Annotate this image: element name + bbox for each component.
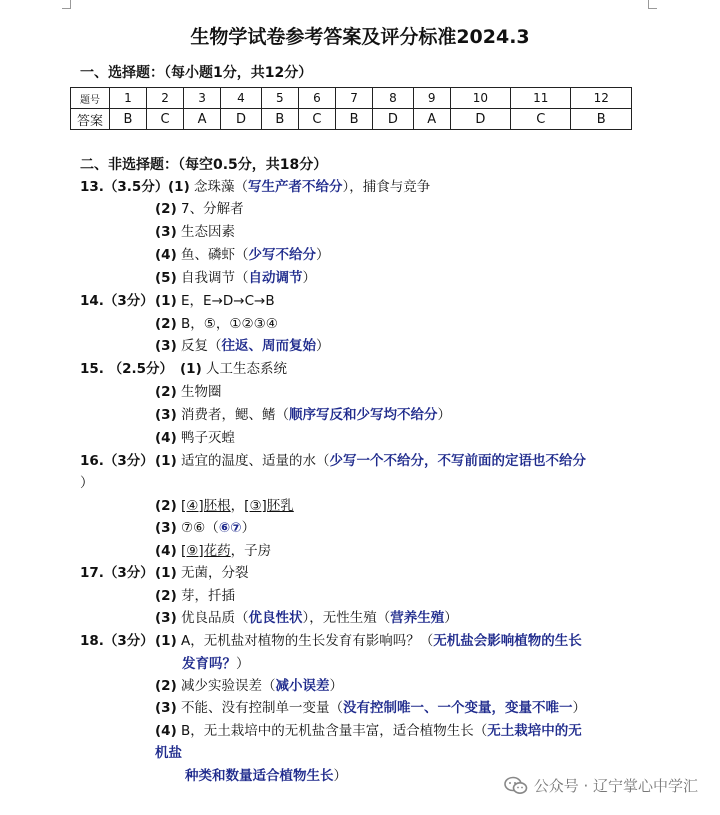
scoring-note: 没有控制唯一、一个变量，变量不唯一: [343, 700, 573, 716]
q17-line-2: [155, 587, 235, 605]
answer-text: ）: [329, 678, 344, 694]
question-number: 3: [184, 88, 221, 109]
q15-label: 15. （2.5分）: [80, 361, 174, 377]
question-number: 9: [413, 88, 450, 109]
answer-cell: A: [184, 109, 221, 130]
q16-line-1: [155, 452, 586, 470]
answer-text: [④]胚根: [181, 498, 231, 514]
watermark-text: 公众号 · 辽宁掌心中学汇: [533, 777, 698, 795]
answer-cell: B: [571, 109, 632, 130]
q15-line-1: [180, 360, 287, 378]
q14-line-2: [155, 315, 278, 333]
answer-cell: B: [336, 109, 373, 130]
section-2-heading: 二、非选择题：（每空0.5分，共18分）: [80, 157, 328, 173]
scoring-note: 种类和数量适合植物生长: [185, 768, 334, 784]
answer-text: ）: [236, 656, 250, 672]
q16-part-num: (1): [155, 453, 177, 469]
q17-line-1: [155, 564, 249, 582]
question-number: 10: [450, 88, 510, 109]
q18-line-1: [155, 632, 582, 650]
answer-text: 消费者，鳃、鳍（: [176, 407, 290, 423]
scoring-note: 无土栽培中的无: [487, 723, 582, 739]
scoring-note: 顺序写反和少写均不给分: [289, 407, 438, 423]
answer-text: ）: [572, 700, 587, 716]
scoring-note: 发育吗？: [182, 656, 236, 672]
answer-cell: D: [450, 109, 510, 130]
q16-line-1-tail: ）: [80, 475, 94, 491]
answer-text: A，无机盐对植物的生长发育有影响吗？（: [176, 633, 434, 649]
answer-text: ），无性生殖（: [302, 610, 391, 626]
wechat-icon: [504, 776, 528, 796]
q13-label: 13.（3.5分）: [80, 179, 169, 195]
question-number: 12: [571, 88, 632, 109]
scoring-note: 往返、周而复始: [221, 338, 317, 354]
answer-text: 适宜的温度、适量的水（: [176, 453, 330, 469]
scoring-note: 机盐: [155, 745, 182, 761]
answer-text: 自我调节（: [176, 270, 249, 286]
answer-text: ）: [333, 768, 347, 784]
q16-part-num: (4): [155, 543, 177, 559]
corner-mark-left: [62, 0, 71, 9]
scoring-note: 自动调节: [248, 270, 303, 286]
q18-part-num: (3): [155, 700, 177, 716]
q14-part-num: (1): [155, 293, 177, 309]
q14-label: 14.（3分）: [80, 293, 154, 309]
answer-cell: B: [110, 109, 147, 130]
q16-part-num: (3): [155, 520, 177, 536]
q18-line-4-cont: [155, 744, 182, 762]
answer-text: ）: [437, 407, 452, 423]
answer-text: ，子房: [230, 543, 272, 559]
answer-cell: A: [413, 109, 450, 130]
answer-text: 无菌，分裂: [176, 565, 249, 581]
answer-text: ）: [302, 270, 317, 286]
q13-part-num: (5): [155, 270, 177, 286]
question-number: 2: [146, 88, 183, 109]
scoring-note: 写生产者不给分: [248, 179, 343, 195]
answer-text: B，无土栽培中的无机盐含量丰富，适合植物生长（: [176, 723, 488, 739]
q15-part-num: (4): [155, 430, 177, 446]
section-1-heading: 一、选择题：（每小题1分，共12分）: [80, 65, 313, 81]
answer-text: ）: [316, 247, 330, 263]
q16-line-2: [155, 497, 294, 515]
q13-line-4: [155, 246, 330, 264]
answer-text: ）: [444, 610, 458, 626]
answer-text: ）: [316, 338, 330, 354]
q16-label: 16.（3分）: [80, 453, 154, 469]
answer-text: 减少实验误差（: [176, 678, 276, 694]
q13-part-num: (2): [155, 201, 177, 217]
question-number: 6: [298, 88, 335, 109]
q18-label: 18.（3分）: [80, 633, 154, 649]
answer-text: 鸭子灭蝗: [176, 430, 236, 446]
answer-cell: C: [298, 109, 335, 130]
q15-part-num: (3): [155, 407, 177, 423]
answer-text: 念珠藻（: [189, 179, 249, 195]
scoring-note: 优良性状: [248, 610, 303, 626]
question-number: 11: [511, 88, 571, 109]
page-title: 生物学试卷参考答案及评分标准2024.3: [190, 26, 530, 48]
q18-line-4-cont-2: [185, 767, 347, 785]
answer-text: 反复（: [176, 338, 222, 354]
q17-part-num: (2): [155, 588, 177, 604]
answer-text: 优良品质（: [176, 610, 249, 626]
answer-text: 鱼、磷虾（: [176, 247, 249, 263]
q16-line-3: [155, 519, 255, 537]
answer-cell: D: [372, 109, 413, 130]
q17-line-3: [155, 609, 458, 627]
q13-part-num: (1): [168, 179, 190, 195]
q15-line-4: [155, 429, 235, 447]
question-number: 4: [221, 88, 262, 109]
answer-text: ⑦⑥（: [176, 520, 219, 536]
row-label-number: 题号: [71, 88, 110, 109]
answer-text: ，: [230, 498, 245, 514]
answer-table: [70, 87, 632, 130]
answer-text: 人工生态系统: [201, 361, 288, 377]
q17-part-num: (1): [155, 565, 177, 581]
q18-line-3: [155, 699, 586, 717]
q16-part-num: (2): [155, 498, 177, 514]
answer-table-number-row: [71, 88, 632, 109]
q14-part-num: (3): [155, 338, 177, 354]
q18-line-2: [155, 677, 343, 695]
q17-part-num: (3): [155, 610, 177, 626]
q13-part-num: (4): [155, 247, 177, 263]
scoring-note: ⑥⑦: [218, 520, 242, 536]
q14-line-3: [155, 337, 330, 355]
row-label-answer: 答案: [71, 109, 110, 130]
q16-line-4: [155, 542, 271, 560]
answer-text: 生态因素: [176, 224, 236, 240]
q13-line-5: [155, 269, 316, 287]
q18-line-4: [155, 722, 582, 740]
answer-text: [⑨]花药: [181, 543, 231, 559]
question-number: 8: [372, 88, 413, 109]
answer-text: 芽，扦插: [176, 588, 236, 604]
answer-cell: D: [221, 109, 262, 130]
q13-line-2: [155, 200, 244, 218]
q13-line-3: [155, 223, 235, 241]
q15-part-num: (1): [180, 361, 202, 377]
q15-line-2: [155, 383, 222, 401]
answer-cell: C: [511, 109, 571, 130]
question-number: 7: [336, 88, 373, 109]
q14-part-num: (2): [155, 316, 177, 332]
answer-text: 7、分解者: [176, 201, 244, 217]
answer-text: ）: [241, 520, 256, 536]
scoring-note: 少写一个不给分，不写前面的定语也不给分: [329, 453, 587, 469]
q15-line-3: [155, 406, 451, 424]
scoring-note: 营养生殖: [390, 610, 445, 626]
scoring-note: 少写不给分: [248, 247, 317, 263]
watermark: [504, 775, 698, 796]
answer-text: E，E→D→C→B: [176, 293, 275, 309]
question-number: 1: [110, 88, 147, 109]
q18-line-1-cont: [182, 655, 250, 673]
answer-text: B，⑤，①②③④: [176, 316, 278, 332]
answer-text: 生物圈: [176, 384, 222, 400]
q17-label: 17.（3分）: [80, 565, 154, 581]
scoring-note: 减小误差: [275, 678, 330, 694]
q18-part-num: (2): [155, 678, 177, 694]
q18-part-num: (4): [155, 723, 177, 739]
answer-text: ），捕食与竞争: [342, 179, 431, 195]
q14-line-1: [155, 292, 275, 310]
q13-part-num: (3): [155, 224, 177, 240]
scoring-note: 无机盐会影响植物的生长: [433, 633, 582, 649]
answer-cell: C: [146, 109, 183, 130]
corner-mark-right: [648, 0, 657, 9]
q13-line-1: [168, 178, 430, 196]
answer-table-answer-row: [71, 109, 632, 130]
q15-part-num: (2): [155, 384, 177, 400]
q18-part-num: (1): [155, 633, 177, 649]
answer-cell: B: [261, 109, 298, 130]
answer-text: [③]胚乳: [244, 498, 294, 514]
question-number: 5: [261, 88, 298, 109]
answer-text: 不能、没有控制单一变量（: [176, 700, 344, 716]
